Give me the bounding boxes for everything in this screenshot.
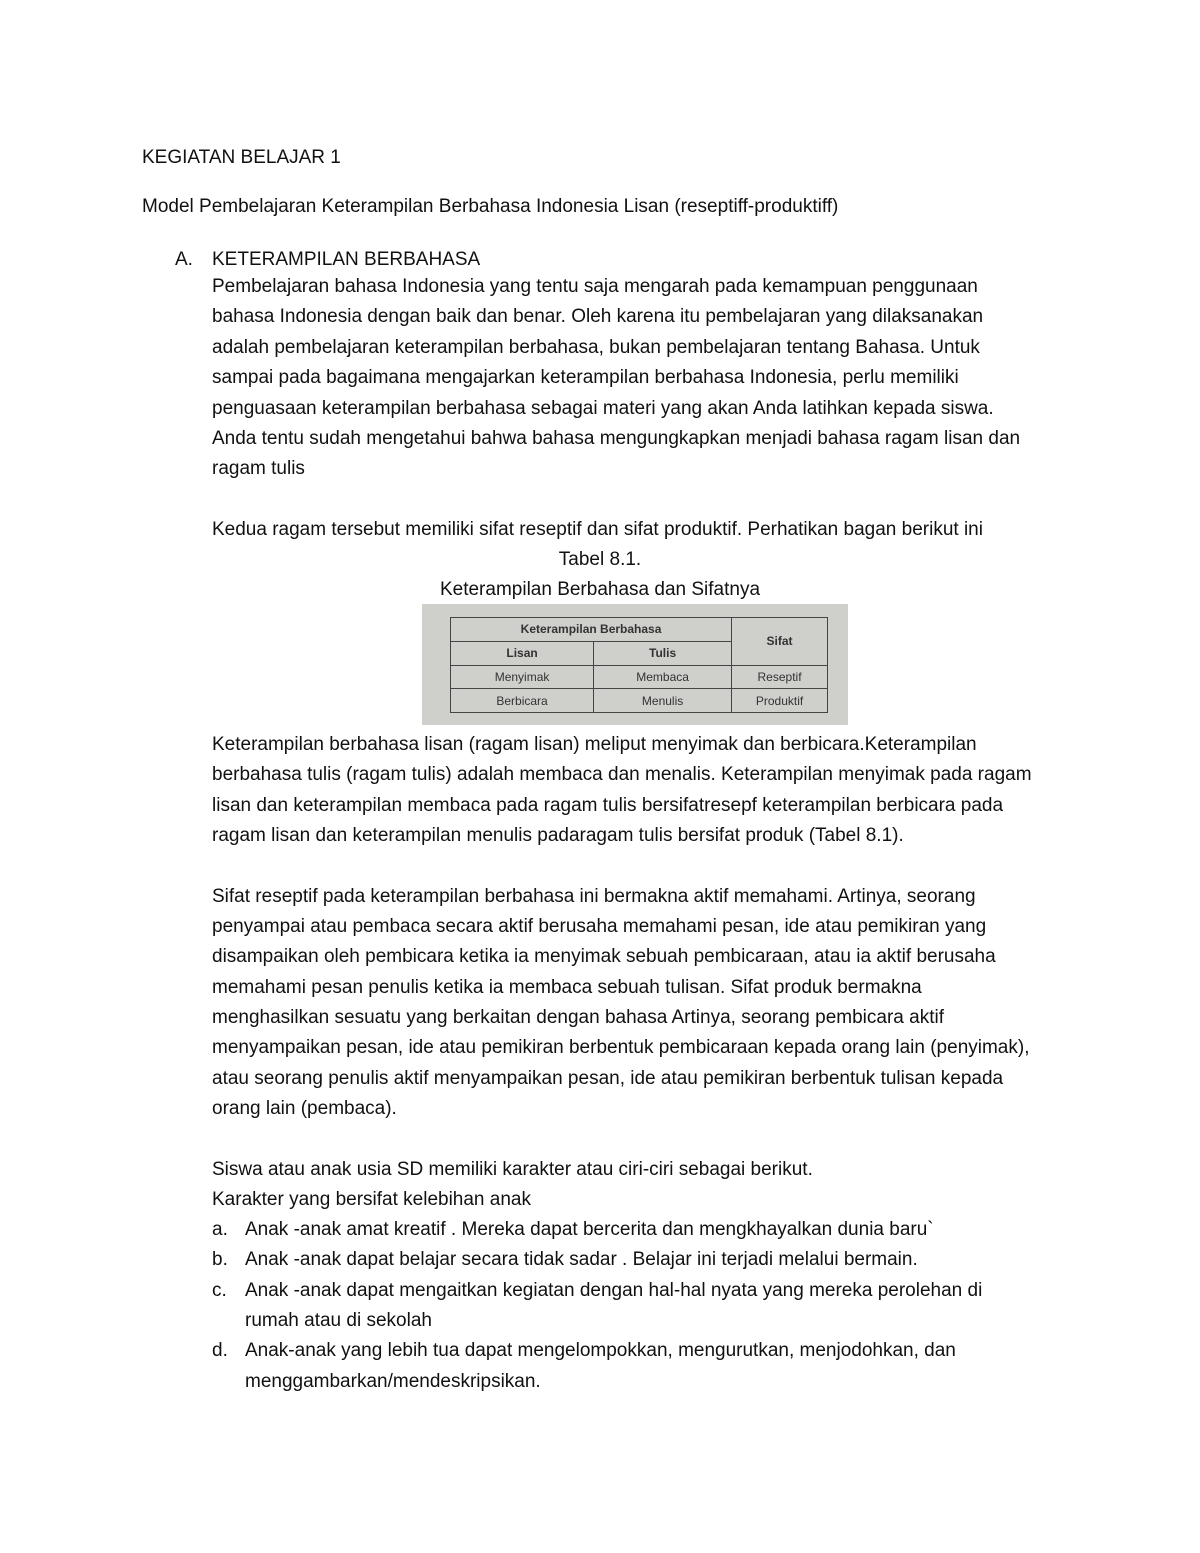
paragraph-line: ragam lisan dan keterampilan menulis padaragam tulis bersifat produk (Tabel 8.1). [212,825,904,846]
table-cell: Reseptif [732,665,828,689]
table-col-tulis: Tulis [594,641,732,665]
table-col-lisan: Lisan [451,641,594,665]
table-caption-title: Keterampilan Berbahasa dan Sifatnya [439,579,761,600]
skills-table [450,617,828,713]
paragraph-line: Sifat reseptif pada keterampilan berbahasa ini bermakna aktif memahami. Artinya, seorang [212,886,976,907]
paragraph-line: Karakter yang bersifat kelebihan anak [212,1189,531,1210]
document-subtitle: Model Pembelajaran Keterampilan Berbahasa Indonesia Lisan (reseptiff-produktiff) [142,196,839,217]
paragraph-line: Siswa atau anak usia SD memiliki karakter atau ciri-ciri sebagai berikut. [212,1159,813,1180]
list-item-continuation: menggambarkan/mendeskripsikan. [245,1371,541,1392]
paragraph-line: atau seorang penulis aktif menyampaikan pesan, ide atau pemikiran berbentuk tulisan kepada [212,1068,1004,1089]
paragraph-line: bahasa Indonesia dengan baik dan benar. Oleh karena itu pembelajaran yang dilaksanakan [212,306,984,327]
paragraph-line: menghasilkan sesuatu yang berkaitan dengan bahasa Artinya, seorang pembicara aktif [212,1007,944,1028]
table-cell: Membaca [594,665,732,689]
table-cell: Menyimak [451,665,594,689]
list-marker: b. [212,1249,228,1270]
list-marker: c. [212,1280,227,1301]
list-item: Anak -anak dapat belajar secara tidak sadar . Belajar ini terjadi melalui bermain. [245,1249,918,1270]
paragraph-line: orang lain (pembaca). [212,1098,397,1119]
paragraph-line: penyampai atau pembaca secara aktif berusaha memahami pesan, ide atau pemikiran yang [212,916,987,937]
list-item: Anak -anak amat kreatif . Mereka dapat bercerita dan mengkhayalkan dunia baru` [245,1219,934,1240]
paragraph-line: sampai pada bagaimana mengajarkan keterampilan berbahasa Indonesia, perlu memiliki [212,367,959,388]
table-row [451,665,828,689]
list-item-continuation: rumah atau di sekolah [245,1310,432,1331]
paragraph-line: disampaikan oleh pembicara ketika ia menyimak sebuah pembicaraan, atau ia aktif berusaha [212,946,996,967]
paragraph-line: penguasaan keterampilan berbahasa sebagai materi yang akan Anda latihkan kepada siswa. [212,398,994,419]
section-heading: KETERAMPILAN BERBAHASA [212,249,481,270]
table-group-header: Keterampilan Berbahasa [451,618,732,642]
table-row [451,689,828,713]
section-marker: A. [175,249,193,270]
paragraph-line: lisan dan keterampilan membaca pada ragam tulis bersifatresepf keterampilan berbicara pada [212,795,1004,816]
paragraph-line: Pembelajaran bahasa Indonesia yang tentu saja mengarah pada kemampuan penggunaan [212,276,978,297]
table-cell: Menulis [594,689,732,713]
paragraph-line: memahami pesan penulis ketika ia membaca sebuah tulisan. Sifat produk bermakna [212,977,922,998]
paragraph-line: adalah pembelajaran keterampilan berbahasa, bukan pembelajaran tentang Bahasa. Untuk [212,337,980,358]
paragraph-line: Anda tentu sudah mengetahui bahwa bahasa mengungkapkan menjadi bahasa ragam lisan dan [212,428,1021,449]
list-marker: a. [212,1219,228,1240]
paragraph-line: ragam tulis [212,458,305,479]
table-caption-number: Tabel 8.1. [558,549,642,570]
table-sifat-header: Sifat [732,618,828,666]
paragraph-line: Keterampilan berbahasa lisan (ragam lisan) meliput menyimak dan berbicara.Keterampilan [212,734,977,755]
table-cell: Berbicara [451,689,594,713]
paragraph-line: menyampaikan pesan, ide atau pemikiran berbentuk pembicaraan kepada orang lain (penyimak), [212,1037,1030,1058]
document-title: KEGIATAN BELAJAR 1 [142,147,341,168]
paragraph-line: Kedua ragam tersebut memiliki sifat reseptif dan sifat produktif. Perhatikan bagan berikut ini [212,519,983,540]
paragraph-line: berbahasa tulis (ragam tulis) adalah membaca dan menalis. Keterampilan menyimak pada ragam [212,764,1032,785]
list-item: Anak -anak dapat mengaitkan kegiatan dengan hal-hal nyata yang mereka perolehan di [245,1280,983,1301]
skills-table-image [422,604,848,725]
list-marker: d. [212,1340,228,1361]
list-item: Anak-anak yang lebih tua dapat mengelompokkan, mengurutkan, menjodohkan, dan [245,1340,956,1361]
table-cell: Produktif [732,689,828,713]
